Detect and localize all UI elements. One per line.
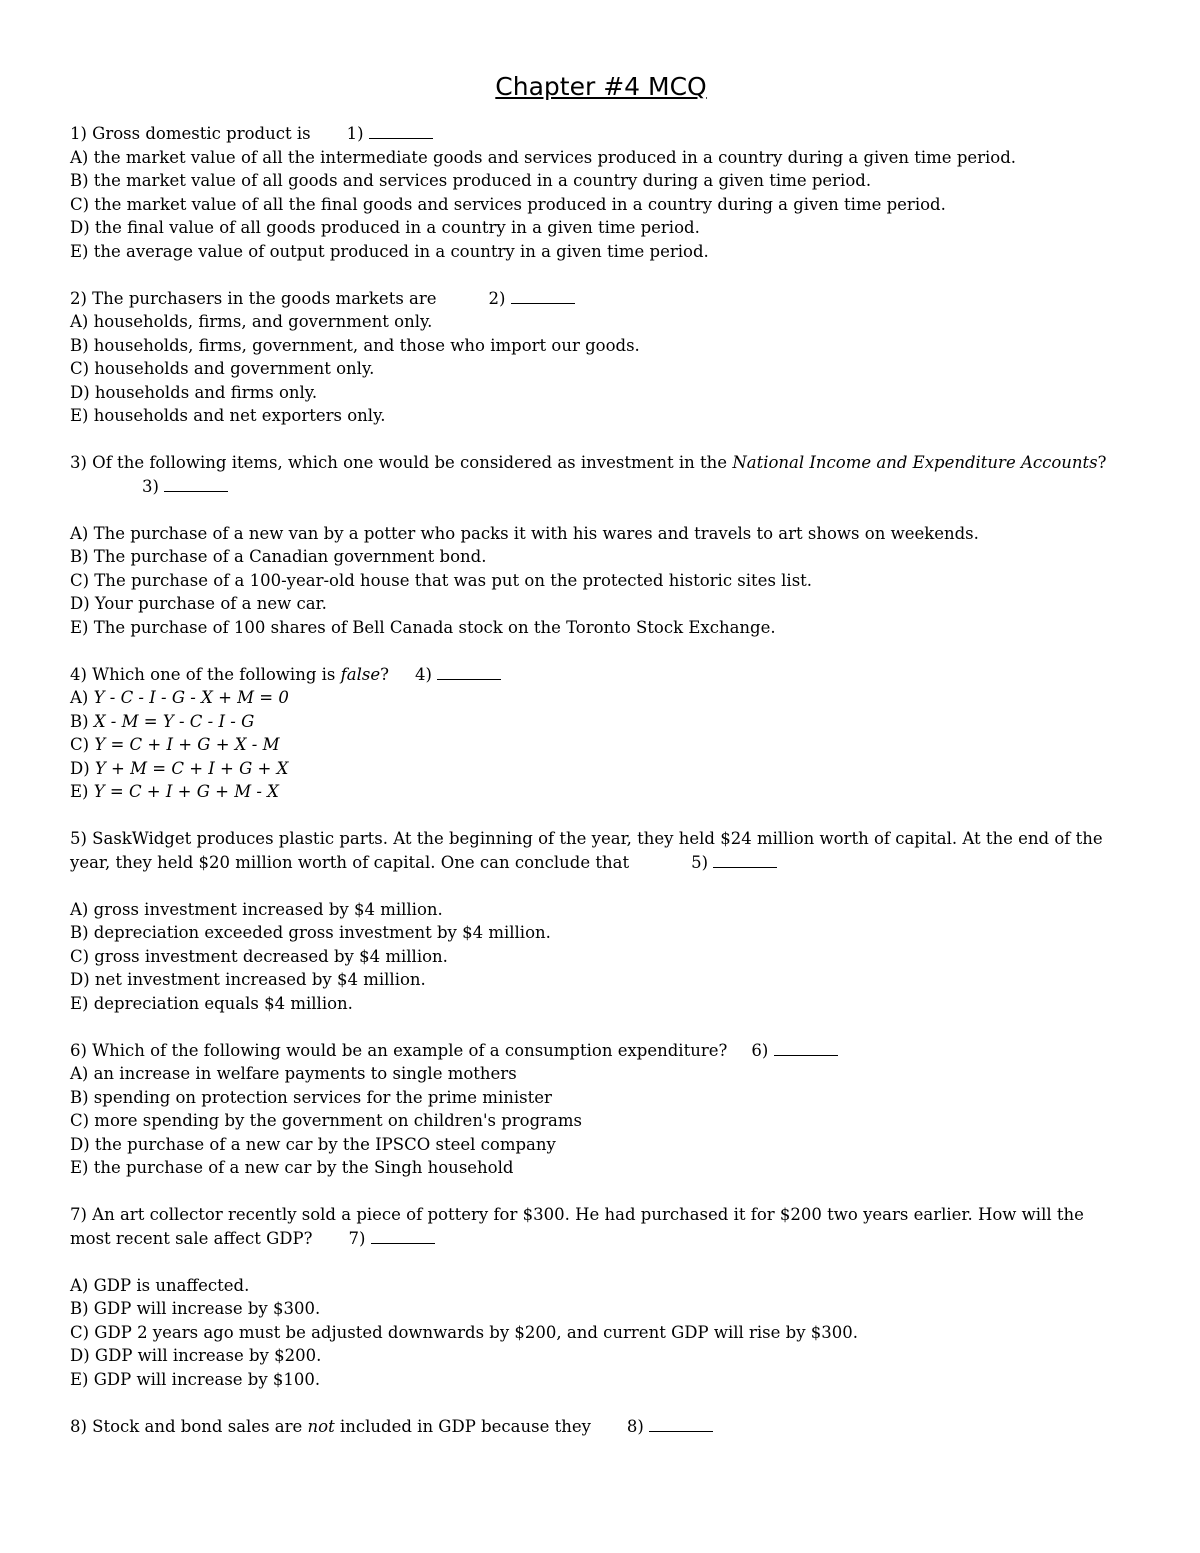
option: B) The purchase of a Canadian government bond. bbox=[70, 547, 487, 566]
option-equation: Y + M = C + I + G + X bbox=[94, 758, 289, 778]
option: A) an increase in welfare payments to single mothers bbox=[70, 1064, 517, 1083]
question-stem bbox=[70, 122, 1132, 146]
spacer bbox=[70, 874, 1132, 898]
option: E) depreciation equals $4 million. bbox=[70, 993, 353, 1013]
answer-blank[interactable] bbox=[371, 1229, 435, 1244]
answer-blank-label: 6) bbox=[751, 1040, 769, 1060]
answer-blank[interactable] bbox=[511, 289, 575, 304]
stem-italic-text: National Income and Expenditure Accounts bbox=[732, 453, 1098, 472]
option bbox=[70, 733, 1132, 757]
answer-blank[interactable] bbox=[649, 1417, 713, 1432]
option: E) the average value of output produced in a country in a given time period. bbox=[70, 241, 709, 261]
option bbox=[70, 780, 1132, 804]
answer-blank-label: 5) bbox=[691, 852, 709, 872]
option: D) GDP will increase by $200. bbox=[70, 1346, 322, 1365]
option: A) gross investment increased by $4 million. bbox=[70, 899, 443, 919]
answer-blank-label: 8) bbox=[626, 1416, 644, 1436]
option: A) The purchase of a new van by a potter who packs it with his wares and travels to art shows on weekends. bbox=[70, 523, 979, 543]
question-2 bbox=[70, 287, 1132, 428]
option bbox=[70, 686, 1132, 710]
answer-blank[interactable] bbox=[164, 477, 228, 492]
question-stem-continued bbox=[70, 1227, 1132, 1251]
option: D) the purchase of a new car by the IPSCO steel company bbox=[70, 1134, 556, 1154]
page-title: Chapter #4 MCQ bbox=[495, 72, 707, 101]
answer-blank-row bbox=[70, 475, 1132, 499]
stem-text: year, they held $20 million worth of capital. One can conclude that bbox=[70, 852, 630, 872]
spacer bbox=[70, 1250, 1132, 1274]
option-equation: X - M = Y - C - I - G bbox=[93, 711, 255, 731]
answer-blank[interactable] bbox=[369, 124, 433, 139]
question-stem bbox=[70, 451, 1132, 475]
option: E) the purchase of a new car by the Singh household bbox=[70, 1158, 514, 1177]
option-equation: Y = C + I + G + X - M bbox=[94, 735, 280, 754]
stem-text: most recent sale affect GDP? bbox=[70, 1228, 313, 1248]
question-stem: 5) SaskWidget produces plastic parts. At the beginning of the year, they held $24 million worth of capital. At the end of the bbox=[70, 829, 1103, 848]
question-3 bbox=[70, 451, 1132, 639]
option: B) households, firms, government, and those who import our goods. bbox=[70, 335, 640, 355]
question-stem bbox=[70, 287, 1132, 311]
option: D) Your purchase of a new car. bbox=[70, 594, 327, 613]
question-4 bbox=[70, 663, 1132, 804]
answer-blank-label: 4) bbox=[414, 664, 432, 684]
stem-text: 4) Which one of the following is bbox=[70, 664, 341, 684]
answer-blank-label: 2) bbox=[488, 288, 506, 308]
stem-text: 1) Gross domestic product is bbox=[70, 124, 311, 143]
option: A) the market value of all the intermediate goods and services produced in a country during a given time period. bbox=[70, 147, 1017, 167]
answer-blank-label: 1) bbox=[346, 124, 364, 143]
option: C) households and government only. bbox=[70, 359, 375, 378]
option: B) GDP will increase by $300. bbox=[70, 1299, 321, 1318]
question-stem bbox=[70, 1039, 1132, 1063]
option-equation: Y = C + I + G + M - X bbox=[93, 782, 279, 801]
option: D) households and firms only. bbox=[70, 382, 318, 402]
stem-text: 3) Of the following items, which one would be considered as investment in the bbox=[70, 453, 733, 472]
option: E) GDP will increase by $100. bbox=[70, 1369, 321, 1389]
question-stem-continued bbox=[70, 851, 1132, 875]
option: C) gross investment decreased by $4 million. bbox=[70, 946, 448, 966]
answer-blank[interactable] bbox=[713, 853, 777, 868]
option-label: A) bbox=[70, 688, 94, 707]
question-6 bbox=[70, 1039, 1132, 1180]
option-label: B) bbox=[70, 711, 94, 731]
option: C) The purchase of a 100-year-old house that was put on the protected historic sites list. bbox=[70, 570, 813, 590]
stem-italic-text: false bbox=[340, 664, 381, 684]
option: E) households and net exporters only. bbox=[70, 406, 386, 425]
answer-blank[interactable] bbox=[437, 665, 501, 680]
stem-text: 6) Which of the following would be an example of a consumption expenditure? bbox=[70, 1040, 728, 1060]
stem-text-end: included in GDP because they bbox=[334, 1416, 591, 1436]
stem-text: 2) The purchasers in the goods markets are bbox=[70, 288, 437, 308]
question-1 bbox=[70, 122, 1132, 263]
question-stem: 7) An art collector recently sold a piece of pottery for $300. He had purchased it for $200 two years earlier. How will the bbox=[70, 1205, 1084, 1224]
option-label: E) bbox=[70, 782, 94, 801]
stem-italic-text: not bbox=[307, 1416, 335, 1436]
question-5 bbox=[70, 827, 1132, 1015]
option-label: C) bbox=[70, 735, 95, 754]
option bbox=[70, 757, 1132, 781]
option-equation: Y - C - I - G - X + M = 0 bbox=[93, 688, 289, 707]
spacer bbox=[70, 498, 1132, 522]
answer-blank[interactable] bbox=[774, 1041, 838, 1056]
option: B) depreciation exceeded gross investment by $4 million. bbox=[70, 923, 551, 942]
answer-blank-label: 3) bbox=[142, 476, 159, 496]
question-stem bbox=[70, 1415, 1132, 1439]
option: A) GDP is unaffected. bbox=[70, 1275, 250, 1295]
option: C) GDP 2 years ago must be adjusted downwards by $200, and current GDP will rise by $300. bbox=[70, 1322, 859, 1342]
document-page bbox=[70, 70, 1132, 1462]
option: C) more spending by the government on children's programs bbox=[70, 1111, 582, 1130]
option: C) the market value of all the final goods and services produced in a country during a given time period. bbox=[70, 194, 946, 214]
option: B) spending on protection services for the prime minister bbox=[70, 1087, 552, 1107]
question-8 bbox=[70, 1415, 1132, 1439]
option: D) the final value of all goods produced in a country in a given time period. bbox=[70, 218, 700, 237]
option: E) The purchase of 100 shares of Bell Canada stock on the Toronto Stock Exchange. bbox=[70, 617, 776, 637]
stem-text-end: ? bbox=[380, 664, 389, 684]
stem-text-end: ? bbox=[1097, 453, 1107, 472]
option-label: D) bbox=[70, 758, 95, 778]
option: A) households, firms, and government only. bbox=[70, 312, 433, 331]
answer-blank-label: 7) bbox=[348, 1228, 366, 1248]
question-7 bbox=[70, 1203, 1132, 1391]
option bbox=[70, 710, 1132, 734]
question-stem bbox=[70, 663, 1132, 687]
option: D) net investment increased by $4 million. bbox=[70, 970, 426, 989]
option: B) the market value of all goods and services produced in a country during a given time period. bbox=[70, 171, 872, 190]
stem-text: 8) Stock and bond sales are bbox=[70, 1416, 308, 1436]
